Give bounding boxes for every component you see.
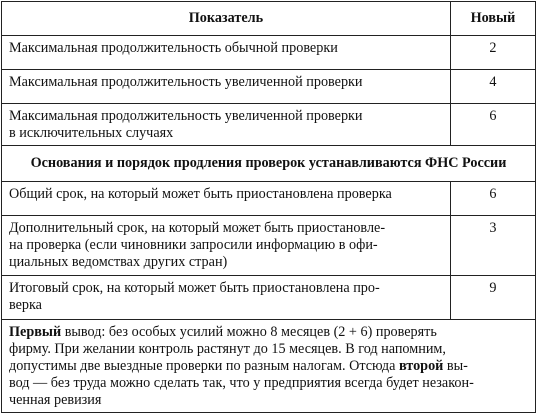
row-label: Общий срок, на который может быть приостановлена проверка <box>2 182 451 216</box>
row-value: 9 <box>450 276 535 320</box>
row-value: 6 <box>450 182 535 216</box>
row-label-line: в исключительных случаях <box>9 125 174 141</box>
table-row <box>2 36 536 70</box>
row-value: 2 <box>450 36 535 70</box>
row-label-line: циальных ведомствах других стран) <box>9 254 228 270</box>
table-row <box>2 216 536 276</box>
table-row <box>2 182 536 216</box>
note-line <box>9 358 529 375</box>
row-label-line: на проверка (если чиновники запросили информацию в офи- <box>9 237 378 253</box>
row-label: Максимальная продолжительность увеличенной проверки <box>2 70 451 104</box>
note-line: ченная ревизия <box>9 392 102 408</box>
header-new: Новый <box>450 2 535 36</box>
row-label-line: Итоговый срок, на который может быть приостановлена про- <box>9 280 380 296</box>
conclusion-row <box>2 320 536 413</box>
conclusion-note <box>2 320 536 413</box>
row-label-line: Максимальная продолжительность увеличенной проверки <box>9 108 363 124</box>
header-indicator: Показатель <box>2 2 451 36</box>
note-text: вы- <box>443 358 468 374</box>
note-bold-first: Первый <box>9 324 62 340</box>
note-line: вод — без труда можно сделать так, что у предприятия всегда будет незакон- <box>9 375 474 391</box>
table-header-row <box>2 2 536 36</box>
note-bold-second: второй <box>399 358 444 374</box>
note-text: допустимы две выездные проверки по разным налогам. Отсюда <box>9 358 399 374</box>
row-label <box>2 104 451 146</box>
row-label <box>2 216 451 276</box>
row-label: Максимальная продолжительность обычной проверки <box>2 36 451 70</box>
row-label-line: Дополнительный срок, на который может быть приостановле- <box>9 220 386 236</box>
note-line <box>9 324 529 341</box>
row-value: 6 <box>450 104 535 146</box>
note-line: фирму. При желании контроль растянут до 15 месяцев. В год напомним, <box>9 341 446 357</box>
comparison-table <box>1 1 536 413</box>
row-value: 3 <box>450 216 535 276</box>
row-label-line: верка <box>9 297 42 313</box>
row-label <box>2 276 451 320</box>
row-value: 4 <box>450 70 535 104</box>
table-row <box>2 70 536 104</box>
note-text: вывод: без особых усилий можно 8 месяцев (2 + 6) проверять <box>61 324 437 340</box>
section-row <box>2 146 536 182</box>
section-title: Основания и порядок продления проверок устанавливаются ФНС России <box>2 146 536 182</box>
table-row <box>2 276 536 320</box>
table-row <box>2 104 536 146</box>
